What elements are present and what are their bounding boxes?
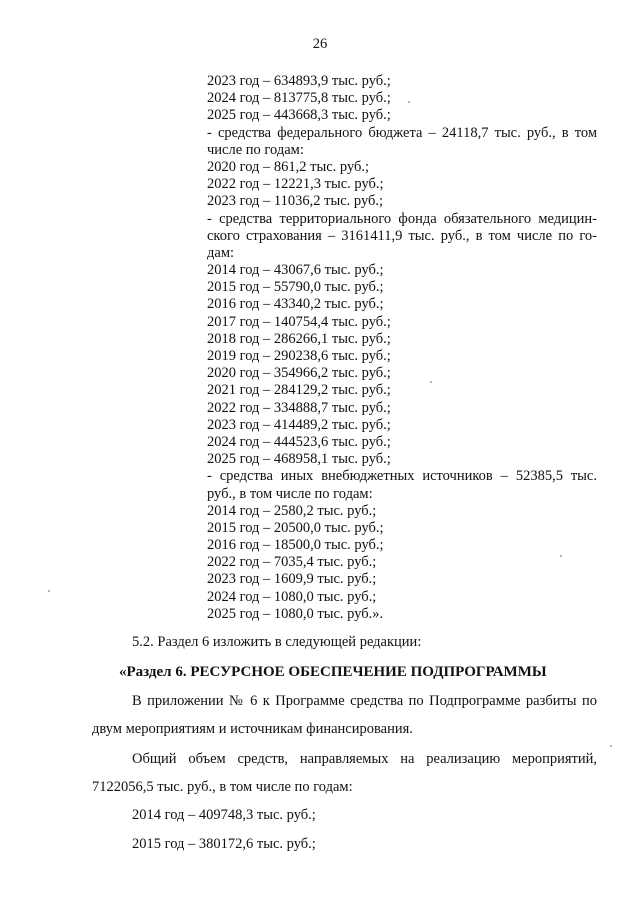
paragraph-line: 7122056,5 тыс. руб., в том числе по годам: bbox=[92, 779, 353, 795]
list-line: 2020 год – 354966,2 тыс. руб.; bbox=[207, 365, 391, 382]
list-line: 2025 год – 468958,1 тыс. руб.; bbox=[207, 451, 391, 468]
list-line: 2023 год – 414489,2 тыс. руб.; bbox=[207, 416, 391, 433]
funding-list bbox=[207, 73, 597, 623]
list-line: 2024 год – 1080,0 тыс. руб.; bbox=[207, 588, 377, 605]
list-line: 2017 год – 140754,4 тыс. руб.; bbox=[207, 313, 391, 330]
list-line: 2014 год – 43067,6 тыс. руб.; bbox=[207, 262, 384, 279]
scan-speck bbox=[610, 745, 612, 747]
list-line: 2023 год – 1609,9 тыс. руб.; bbox=[207, 571, 377, 588]
list-line: ского страхования – 3161411,9 тыс. руб., в том числе по го- bbox=[207, 227, 597, 244]
paragraph-line: Общий объем средств, направляемых на реализацию мероприятий, bbox=[132, 751, 597, 767]
list-line: 2015 год – 55790,0 тыс. руб.; bbox=[207, 279, 384, 296]
list-line: 2025 год – 1080,0 тыс. руб.». bbox=[207, 605, 384, 622]
scan-speck bbox=[560, 555, 562, 557]
list-line: 2022 год – 7035,4 тыс. руб.; bbox=[207, 554, 377, 571]
list-line: - средства иных внебюджетных источников – 52385,5 тыс. bbox=[207, 468, 597, 485]
list-line: 2022 год – 12221,3 тыс. руб.; bbox=[207, 176, 384, 193]
section-heading: «Раздел 6. РЕСУРСНОЕ ОБЕСПЕЧЕНИЕ ПОДПРОГРАММЫ bbox=[119, 664, 547, 680]
list-line: 2021 год – 284129,2 тыс. руб.; bbox=[207, 382, 391, 399]
list-line: 2025 год – 443668,3 тыс. руб.; bbox=[207, 107, 391, 124]
list-line: 2016 год – 18500,0 тыс. руб.; bbox=[207, 537, 384, 554]
list-line: 2024 год – 444523,6 тыс. руб.; bbox=[207, 433, 391, 450]
item-5-2: 5.2. Раздел 6 изложить в следующей редакции: bbox=[132, 634, 422, 650]
list-line: 2019 год – 290238,6 тыс. руб.; bbox=[207, 348, 391, 364]
list-line: числе по годам: bbox=[207, 141, 304, 158]
list-line: дам: bbox=[207, 244, 235, 261]
list-line: 2023 год – 634893,9 тыс. руб.; bbox=[207, 73, 391, 89]
list-line: 2015 год – 20500,0 тыс. руб.; bbox=[207, 519, 384, 536]
list-line: 2014 год – 2580,2 тыс. руб.; bbox=[207, 502, 377, 519]
list-line: - средства федерального бюджета – 24118,7 тыс. руб., в том bbox=[207, 124, 597, 141]
list-line: - средства территориального фонда обязательного медицин- bbox=[207, 210, 597, 227]
scan-speck bbox=[48, 590, 50, 592]
list-line: 2018 год – 286266,1 тыс. руб.; bbox=[207, 330, 391, 347]
page-number: 26 bbox=[312, 36, 328, 52]
paragraph-line: В приложении № 6 к Программе средства по Подпрограмме разбиты по bbox=[132, 693, 597, 709]
list-line: 2024 год – 813775,8 тыс. руб.; bbox=[207, 90, 391, 107]
scan-speck bbox=[430, 381, 432, 383]
year-line: 2015 год – 380172,6 тыс. руб.; bbox=[132, 836, 316, 852]
list-line: 2022 год – 334888,7 тыс. руб.; bbox=[207, 399, 391, 416]
paragraph-line: двум мероприятиям и источникам финансирования. bbox=[92, 721, 413, 737]
year-line: 2014 год – 409748,3 тыс. руб.; bbox=[132, 807, 316, 823]
list-line: 2023 год – 11036,2 тыс. руб.; bbox=[207, 193, 384, 210]
scan-speck bbox=[408, 101, 410, 103]
list-line: 2020 год – 861,2 тыс. руб.; bbox=[207, 158, 370, 175]
list-line: руб., в том числе по годам: bbox=[207, 485, 373, 502]
list-line: 2016 год – 43340,2 тыс. руб.; bbox=[207, 296, 384, 313]
